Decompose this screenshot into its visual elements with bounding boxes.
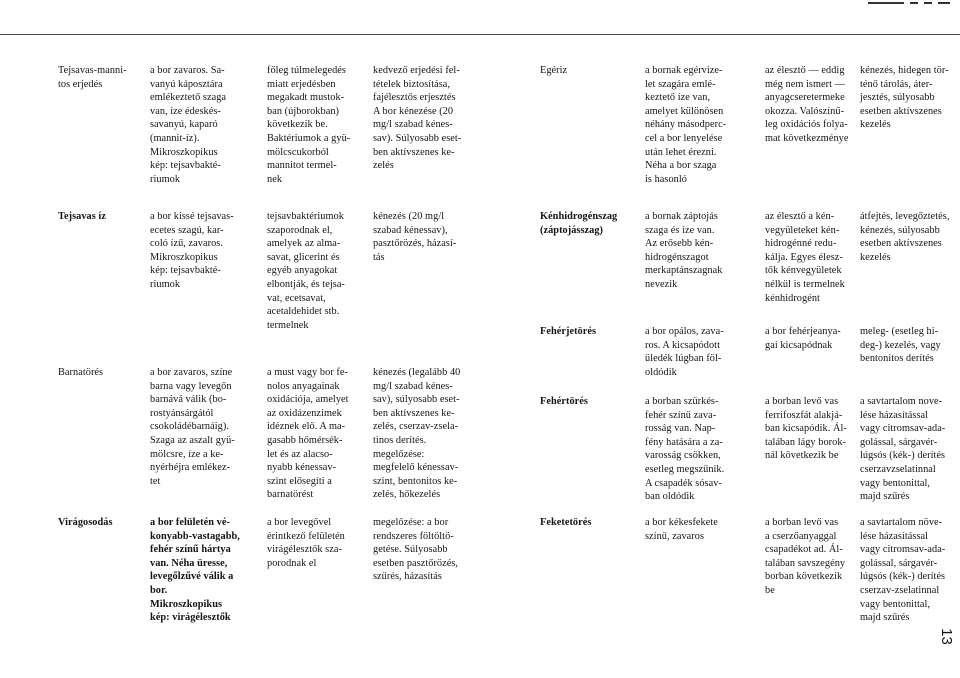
defect-cause: az élesztő — eddig még nem ismert — anyagcseretermeke okozza. Valószínű- leg oxidációs folya- mat következménye [765, 65, 849, 144]
defect-remedy: kénezés (20 mg/l szabad kénessav), pasztőrözés, házasí- tás [373, 211, 457, 263]
defect-remedy: kénezés (legalább 40 mg/l szabad kénes- sav), súlyosabb eset- ben aktívszenes ke- zelés, cserzav-zsela- tinos derítés. megelőzése: megfelelő kénessav- szint, bentonitos ke- zelés, hőkezelés [373, 367, 461, 501]
defect-appearance: a borban szürkés- fehér színű zava- rosság van. Nap- fény hatására a za- varosság csökken, esetleg megszűnik. A csapadék sósav- ban oldódik [645, 396, 725, 503]
defect-cause: a bor levegővel érintkező felületén virágélesztők sza- porodnak el [267, 517, 345, 569]
defect-name: Fehértörés [540, 396, 588, 407]
defect-cause: tejsavbaktériumok szaporodnak el, amelyek az alma- savat, glicerint és egyéb anyagokat elbontják, és tejsa- vat, ecetsavat, acetaldehidet stb. termelnek [267, 211, 345, 331]
defect-appearance: a bornak egérvize- let szagára emlé- keztető íze van, amelyet különösen néhány másodperc- cel a bor lenyelése után lehet érezni. Néha a bor szaga is hasonló [645, 65, 727, 185]
defect-appearance: a bor felületén vé- konyabb-vastagabb, fehér színű hártya van. Néha üresse, levegőlzűvé válik a bor. Mikroszkopikus kép: virágélesztők [150, 517, 240, 624]
defect-remedy: kénezés, hidegen tör- ténő tárolás, áter- jesztés, súlyosabb esetben aktívszenes kezelés [860, 65, 949, 131]
defect-cause: az élesztő a kén- vegyületeket kén- hidrogénné redu- kálja. Egyes élesz- tők kénvegyületek nélkül is termelnek kénhidrogént [765, 211, 845, 304]
defect-cause: a bor fehérjeanya- gai kicsapódnak [765, 326, 841, 351]
defect-name: Kénhidrogénszag (záptojásszag) [540, 211, 618, 236]
page-number: 13 [937, 628, 955, 645]
defect-appearance: a bor zavaros, színe barna vagy levegőn barnává válik (bo- rostyánsárgától csokoládébarnáig). Szaga az aszalt gyü- mölcsre, íze a ke- nyérhéjra emlékez- tet [150, 367, 235, 487]
defect-remedy: kedvező erjedési fel- tételek biztosítása, fajélesztős erjesztés A bor kénezése (20 mg/l szabad kénes- sav). Súlyosabb eset- ben aktívszenes ke- zelés [373, 65, 462, 172]
defect-appearance: a bornak záptojás szaga és íze van. Az erősebb kén- hidrogénszagot merkaptánszagnak nevezik [645, 211, 723, 290]
defect-remedy: meleg- (esetleg hi- deg-) kezelés, vagy bentonitos derítés [860, 326, 941, 365]
defect-appearance: a bor kissé tejsavas- ecetes szagú, kar- coló ízű, zavaros. Mikroszkopikus kép: tejsavbakté- riumok [150, 211, 234, 290]
defect-name: Barnatörés [58, 367, 104, 378]
defect-cause: a borban levő vas a cserzőanyaggal csapadékot ad. Ál- talában savszegény borban következik be [765, 517, 846, 596]
defect-remedy: átfejtés, levegőztetés, kénezés, súlyosabb esetben aktívszenes kezelés [860, 211, 950, 263]
top-rule [0, 34, 960, 35]
defect-cause: a must vagy bor fe- nolos anyagainak oxidációja, amelyet az oxidázenzimek idéznek elő. A ma- gasabb hőmérsék- let és az alacso- nyabb kénessav- szint elősegíti a barnatörést [267, 367, 349, 501]
defect-name: Tejsavas-manni- tos erjedés [58, 65, 127, 90]
defect-name: Feketetörés [540, 517, 592, 528]
defect-cause: a borban levő vas ferrifoszfát alakjá- ban kicsapódik. Ál- talában lágy borok- nál következik be [765, 396, 847, 462]
defect-name: Tejsavas íz [58, 211, 106, 222]
defect-appearance: a bor zavaros. Sa- vanyú káposztára emlékeztető szaga van, íze édeskés- savanyú, kaparó (mannit-íz). Mikroszkopikus kép: tejsavbakté- riumok [150, 65, 227, 185]
defect-remedy: megelőzése: a bor rendszeres föltöltö- getése. Súlyosabb esetben pasztőrözés, szűrés, házasítás [373, 517, 459, 583]
defect-name: Virágosodás [58, 517, 113, 528]
defect-name: Egériz [540, 65, 568, 76]
corner-dash-mark [868, 2, 950, 8]
defect-cause: főleg túlmelegedés miatt erjedésben megakadt mustok- ban (újborokban) következik be. Baktériumok a gyü- mölcscukorból mannitot termel- nek [267, 65, 351, 185]
defect-appearance: a bor kékesfekete színű, zavaros [645, 517, 718, 542]
defect-appearance: a bor opálos, zava- ros. A kicsapódott üledék lúgban föl- oldódik [645, 326, 724, 378]
defect-remedy: a savtartalom nove- lése házasítással vagy citromsav-ada- golással, sárgavér- lúgsós (kék-) derítés cserzavzselatinnal vagy bentonittal, majd szűrés [860, 396, 946, 503]
defect-remedy: a savtartalom növe- lése házasítással vagy citromsav-ada- golással, sárgavér- lúgsós (kék-) derítés cserzav-zselatinnal vagy bentonittal, majd szűrés [860, 517, 946, 624]
defect-name: Fehérjetörés [540, 326, 597, 337]
